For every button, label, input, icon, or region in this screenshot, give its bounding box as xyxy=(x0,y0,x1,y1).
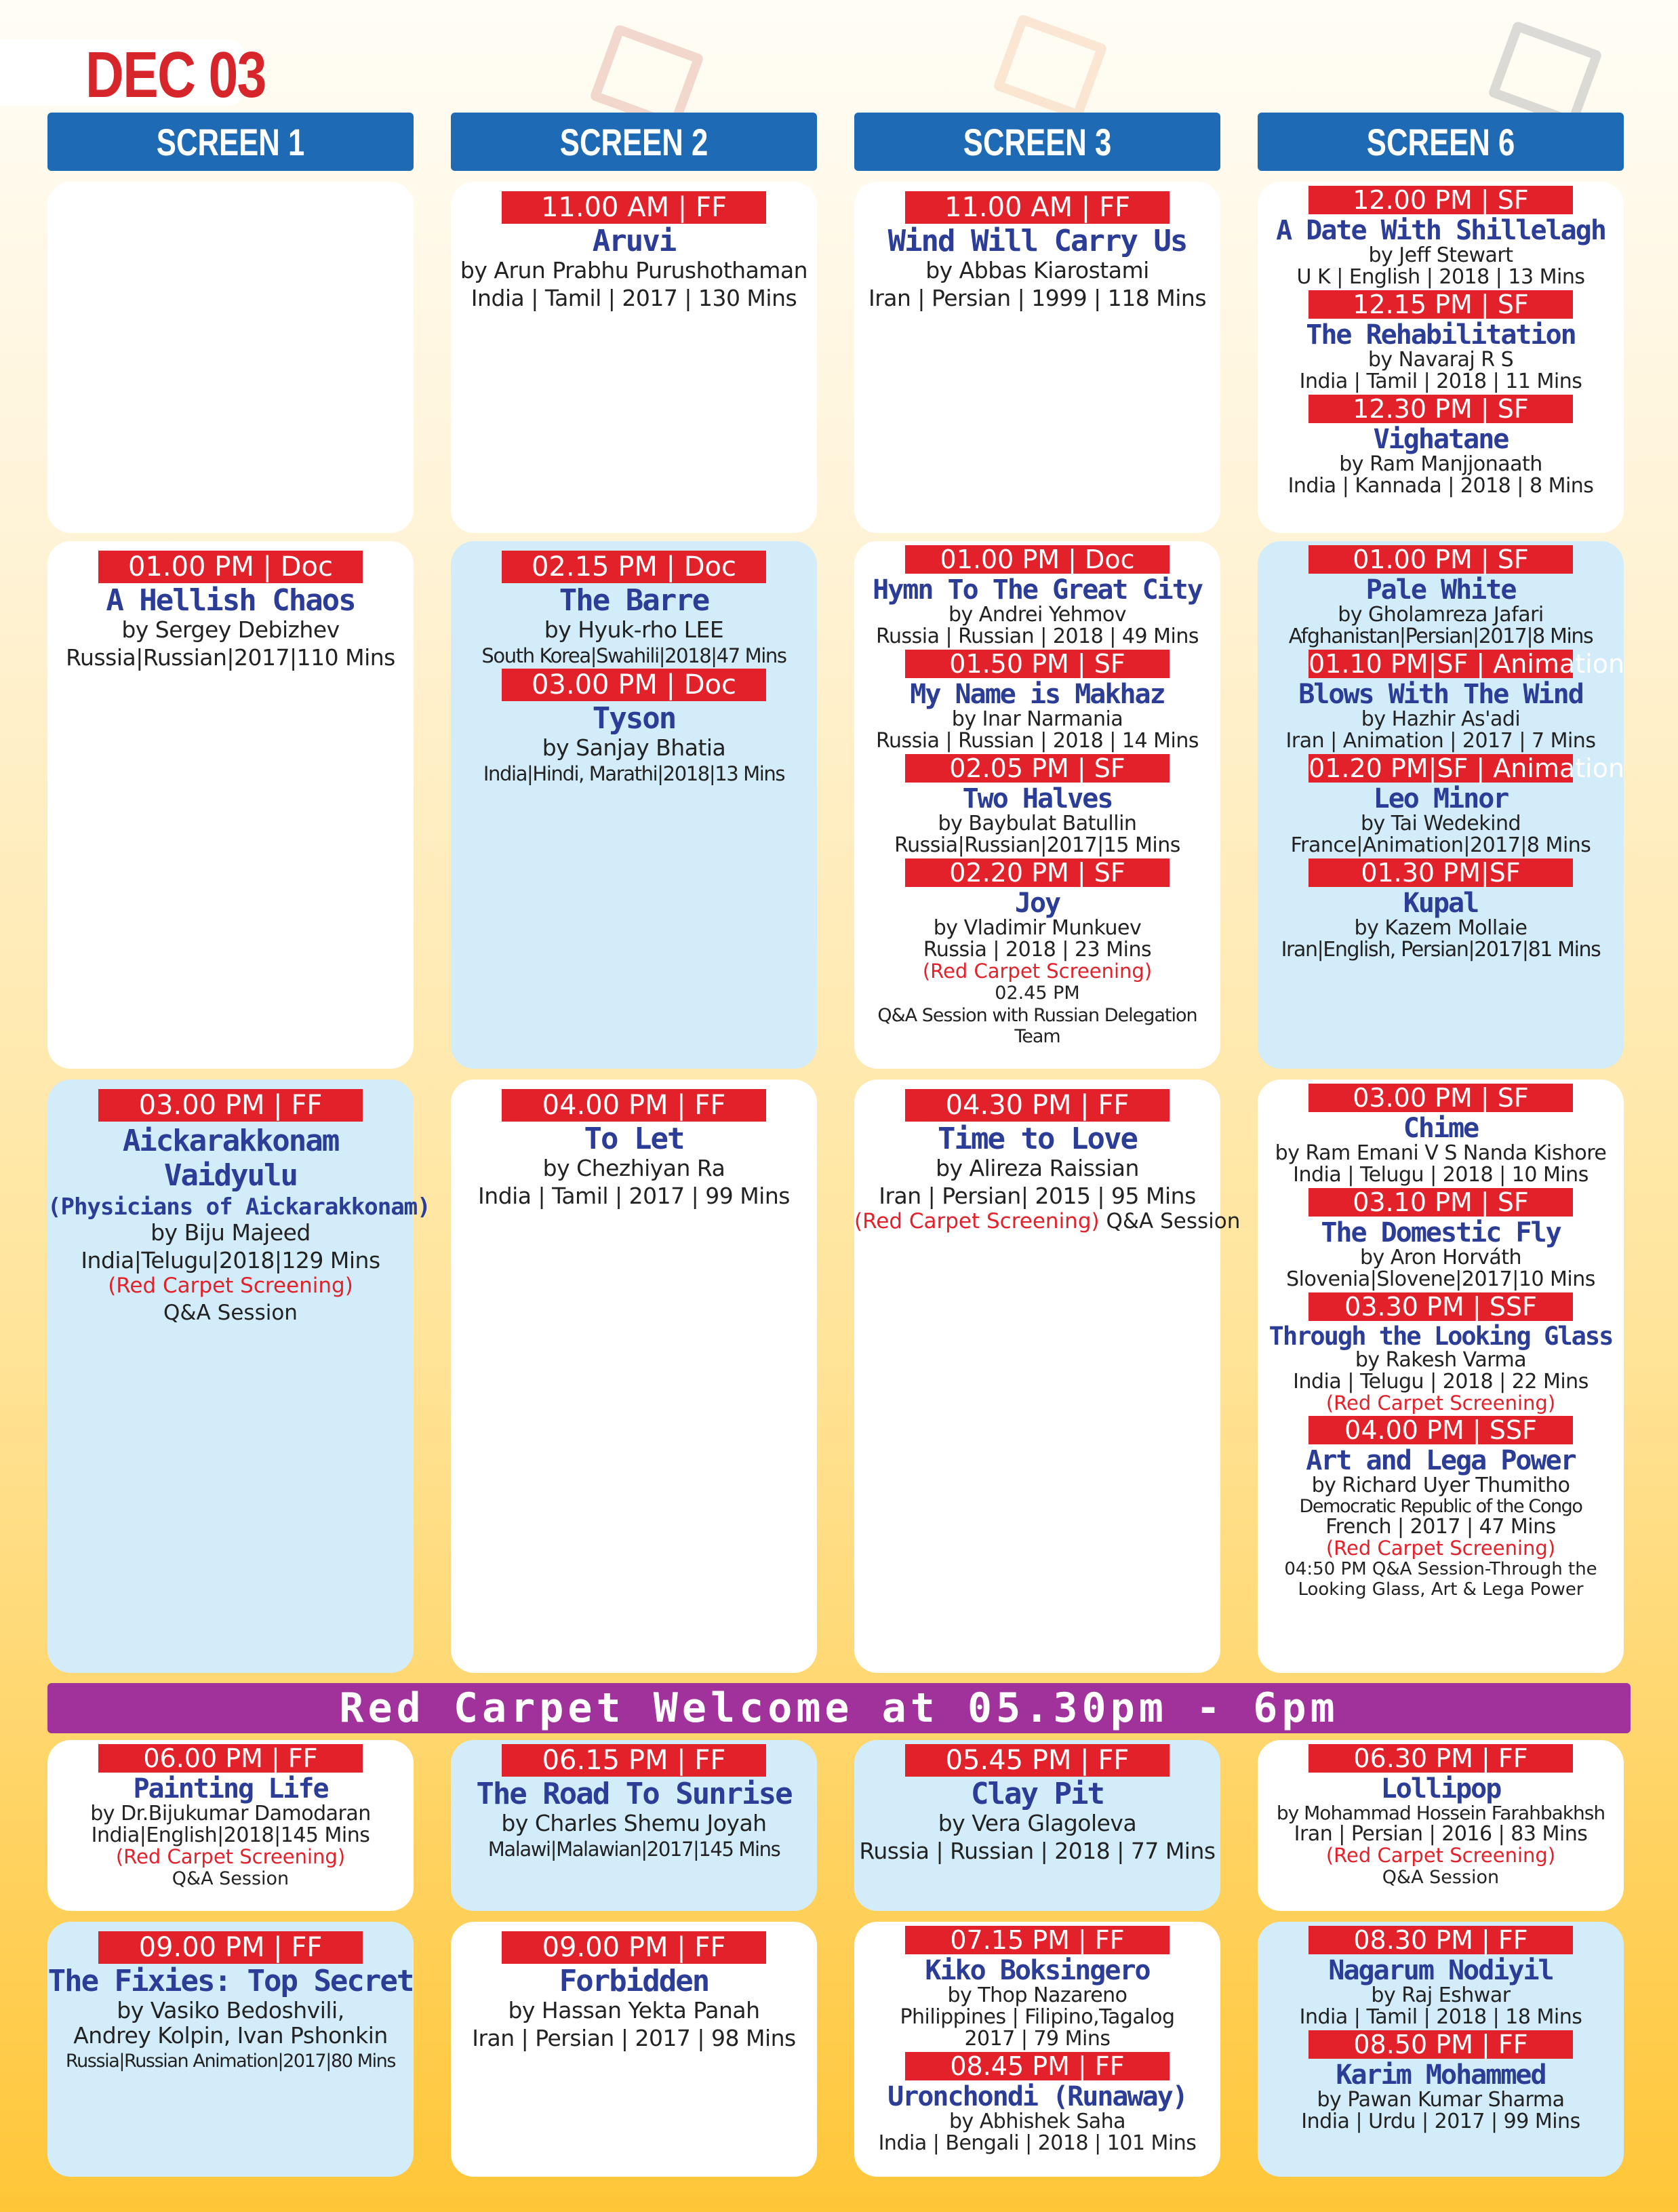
film-director: by Richard Uyer Thumitho xyxy=(1311,1474,1570,1497)
film-strip-icon xyxy=(993,14,1108,121)
film-entry xyxy=(854,542,1220,647)
schedule-cell-r4-screen-3 xyxy=(854,1740,1220,1911)
film-entry xyxy=(1258,1741,1624,1888)
film-director: by Navaraj R S xyxy=(1367,348,1514,372)
time-badge: 01.30 PM|SF xyxy=(1309,858,1573,887)
time-badge: 11.00 AM | FF xyxy=(502,191,766,224)
film-title: To Let xyxy=(584,1122,684,1156)
red-carpet-note: (Red Carpet Screening) xyxy=(1325,1391,1556,1415)
film-meta-line-2: French | 2017 | 47 Mins xyxy=(1325,1515,1556,1539)
red-carpet-label: (Red Carpet Screening) xyxy=(854,1209,1100,1233)
film-entry xyxy=(1258,751,1624,856)
film-director: by Inar Narmania xyxy=(951,707,1123,731)
screen-1-header: SCREEN 1 xyxy=(47,113,414,171)
schedule-cell-r2-screen-2 xyxy=(451,541,817,1069)
film-entry xyxy=(1258,1185,1624,1290)
qa-session-note: 04:50 PM Q&A Session-Through the Looking Glass, Art & Lega Power xyxy=(1284,1559,1597,1600)
film-director: by Thop Nazareno xyxy=(947,1983,1127,2007)
time-badge: 12.30 PM | SF xyxy=(1309,395,1573,423)
film-title: My Name is Makhaz xyxy=(910,679,1165,710)
time-badge: 01.20 PM|SF | Animation xyxy=(1309,753,1625,783)
film-entry xyxy=(1258,183,1624,288)
screen-3-header: SCREEN 3 xyxy=(854,113,1220,171)
qa-session-note: Q&A Session xyxy=(1382,1867,1500,1888)
film-title: Karim Mohammed xyxy=(1336,2059,1546,2091)
film-entry xyxy=(854,1741,1220,1862)
schedule-cell-r1-screen-3 xyxy=(854,182,1220,533)
film-entry xyxy=(854,189,1220,309)
film-entry xyxy=(47,1741,414,1889)
film-title: Leo Minor xyxy=(1373,783,1509,814)
film-title: The Fixies: Top Secret xyxy=(47,1964,414,1998)
red-carpet-note: (Red Carpet Screening) xyxy=(108,1273,353,1299)
film-meta: Russia | Russian | 2018 | 49 Mins xyxy=(876,625,1199,648)
film-meta: Malawi|Malawian|2017|145 Mins xyxy=(487,1838,780,1861)
film-meta: India | Tamil | 2018 | 11 Mins xyxy=(1299,370,1582,393)
film-meta: India|English|2018|145 Mins xyxy=(91,1823,370,1847)
schedule-cell-r4-screen-6 xyxy=(1258,1740,1624,1911)
schedule-cell-r1-screen-1 xyxy=(47,182,414,533)
time-badge: 09.00 PM | FF xyxy=(502,1931,766,1964)
schedule-cell-r5-screen-1 xyxy=(47,1922,414,2177)
film-director: by Mohammad Hossein Farahbakhsh xyxy=(1276,1802,1605,1824)
film-title: Lollipop xyxy=(1380,1773,1501,1804)
time-badge: 12.15 PM | SF xyxy=(1309,290,1573,319)
date-label: DEC 03 xyxy=(85,39,266,111)
film-meta: Philippines | Filipino,Tagalog xyxy=(900,2005,1175,2029)
film-title: Vighatane xyxy=(1373,424,1509,455)
film-entry xyxy=(854,856,1220,1047)
film-entry xyxy=(854,751,1220,856)
film-title: Chime xyxy=(1403,1113,1479,1144)
film-director: by Arun Prabhu Purushothaman xyxy=(460,257,808,283)
film-meta: Iran|English, Persian|2017|81 Mins xyxy=(1281,938,1601,962)
film-title: Through the Looking Glass xyxy=(1269,1322,1613,1351)
time-badge: 01.00 PM | Doc xyxy=(98,551,363,583)
schedule-cell-r4-screen-1 xyxy=(47,1740,414,1911)
film-entry xyxy=(47,1086,431,1326)
time-badge: 01.00 PM | Doc xyxy=(905,545,1170,574)
film-director: by Hyuk-rho LEE xyxy=(544,616,724,643)
film-meta: India | Urdu | 2017 | 99 Mins xyxy=(1301,2110,1580,2133)
film-director: by Ram Emani V S Nanda Kishore xyxy=(1275,1141,1607,1165)
time-badge: 07.15 PM | FF xyxy=(905,1926,1170,1954)
time-badge: 06.30 PM | FF xyxy=(1309,1744,1573,1773)
red-carpet-banner: Red Carpet Welcome at 05.30pm - 6pm xyxy=(47,1683,1631,1733)
time-badge: 11.00 AM | FF xyxy=(905,191,1170,224)
film-title: Aruvi xyxy=(592,224,676,258)
time-badge: 08.45 PM | FF xyxy=(905,2052,1170,2080)
red-carpet-note xyxy=(854,1209,1241,1233)
film-director: by Vasiko Bedoshvili, xyxy=(117,1997,344,2023)
film-meta: Russia | 2018 | 23 Mins xyxy=(923,938,1152,962)
time-badge: 05.45 PM | FF xyxy=(905,1744,1170,1777)
film-title: Aickarakkonam Vaidyulu xyxy=(122,1124,339,1193)
time-badge: 04.30 PM | FF xyxy=(905,1089,1170,1122)
film-meta: Russia | Russian | 2018 | 77 Mins xyxy=(859,1838,1216,1864)
time-badge: 03.30 PM | SSF xyxy=(1309,1292,1573,1321)
film-meta: India|Telugu|2018|129 Mins xyxy=(81,1247,380,1274)
film-title: The Road To Sunrise xyxy=(476,1777,792,1811)
film-title: Forbidden xyxy=(559,1964,709,1998)
film-meta: Russia | Russian | 2018 | 14 Mins xyxy=(876,729,1199,753)
film-meta: Iran | Persian | 2017 | 98 Mins xyxy=(472,2025,796,2051)
red-carpet-note: (Red Carpet Screening) xyxy=(1325,1537,1556,1560)
film-entry xyxy=(1258,542,1624,647)
film-entry xyxy=(1258,647,1624,751)
film-meta: France|Animation|2017|8 Mins xyxy=(1290,833,1591,857)
film-meta: Russia|Russian|2017|15 Mins xyxy=(894,833,1180,857)
film-entry xyxy=(854,1923,1220,2049)
schedule-cell-r3-screen-1 xyxy=(47,1080,431,1673)
film-meta: Democratic Republic of the Congo xyxy=(1299,1496,1582,1517)
qa-time: 02.45 PM xyxy=(995,983,1080,1004)
film-director: by Hassan Yekta Panah xyxy=(508,1997,760,2023)
film-meta: Afghanistan|Persian|2017|8 Mins xyxy=(1288,625,1593,648)
film-meta: India | Tamil | 2017 | 99 Mins xyxy=(478,1183,790,1209)
film-director: by Aron Horváth xyxy=(1359,1246,1522,1269)
schedule-cell-r5-screen-6 xyxy=(1258,1922,1624,2177)
schedule-cell-r2-screen-6 xyxy=(1258,541,1624,1069)
film-meta: India | Kannada | 2018 | 8 Mins xyxy=(1287,474,1594,498)
time-badge: 03.00 PM | Doc xyxy=(502,669,766,701)
film-title: Wind Will Carry Us xyxy=(887,224,1187,258)
film-meta: Iran | Animation | 2017 | 7 Mins xyxy=(1285,729,1596,753)
time-badge: 04.00 PM | SSF xyxy=(1309,1416,1573,1444)
film-entry xyxy=(1258,1413,1624,1600)
schedule-cell-r2-screen-3 xyxy=(854,541,1220,1069)
film-director: by Jeff Stewart xyxy=(1368,243,1513,267)
time-badge: 06.15 PM | FF xyxy=(502,1744,766,1777)
film-director: by Chezhiyan Ra xyxy=(542,1155,725,1181)
schedule-cell-r1-screen-6 xyxy=(1258,182,1624,533)
schedule-cell-r5-screen-2 xyxy=(451,1922,817,2177)
film-title: A Date With Shillelagh xyxy=(1276,215,1605,246)
film-title: The Domestic Fly xyxy=(1321,1217,1561,1248)
red-carpet-note: (Red Carpet Screening) xyxy=(115,1845,346,1868)
film-entry xyxy=(451,1086,817,1207)
film-director: by Dr.Bijukumar Damodaran xyxy=(90,1802,371,1825)
film-entry xyxy=(1258,392,1624,496)
schedule-cell-r1-screen-2 xyxy=(451,182,817,533)
time-badge: 03.00 PM | SF xyxy=(1309,1084,1573,1112)
film-director: by Raj Eshwar xyxy=(1371,1983,1511,2007)
film-entry xyxy=(451,548,817,666)
schedule-cell-r3-screen-6 xyxy=(1258,1080,1624,1673)
film-entry xyxy=(854,647,1220,751)
film-director: by Hazhir As'adi xyxy=(1361,707,1521,731)
time-badge: 02.05 PM | SF xyxy=(905,754,1170,783)
film-entry xyxy=(854,1086,1241,1233)
film-director: by Biju Majeed xyxy=(151,1219,311,1246)
film-director: by Alireza Raissian xyxy=(936,1155,1139,1181)
film-meta: India | Tamil | 2018 | 18 Mins xyxy=(1299,2005,1582,2029)
film-title: Hymn To The Great City xyxy=(873,574,1202,606)
film-director: by Abbas Kiarostami xyxy=(925,257,1149,283)
schedule-cell-r4-screen-2 xyxy=(451,1740,817,1911)
film-meta: Slovenia|Slovene|2017|10 Mins xyxy=(1286,1267,1595,1291)
film-director-line-2: Andrey Kolpin, Ivan Pshonkin xyxy=(73,2022,388,2049)
film-title: The Barre xyxy=(559,583,709,618)
red-carpet-note: (Red Carpet Screening) xyxy=(1325,1844,1556,1867)
time-badge: 06.00 PM | FF xyxy=(98,1744,363,1773)
film-entry xyxy=(451,189,817,309)
time-badge: 03.10 PM | SF xyxy=(1309,1188,1573,1217)
film-meta: U K | English | 2018 | 13 Mins xyxy=(1296,265,1585,289)
film-director: by Sergey Debizhev xyxy=(121,616,340,643)
time-badge: 01.10 PM|SF | Animation xyxy=(1309,649,1625,679)
red-carpet-note: (Red Carpet Screening) xyxy=(922,960,1153,983)
film-meta: Iran | Persian | 2016 | 83 Mins xyxy=(1294,1822,1588,1846)
film-title: Time to Love xyxy=(938,1122,1137,1156)
film-entry xyxy=(1258,1290,1624,1413)
film-entry xyxy=(1258,2028,1624,2132)
film-director: by Ram Manjjonaath xyxy=(1339,452,1542,476)
time-badge: 12.00 PM | SF xyxy=(1309,186,1573,214)
film-title: Kupal xyxy=(1403,888,1479,919)
time-badge: 01.50 PM | SF xyxy=(905,650,1170,678)
time-badge: 04.00 PM | FF xyxy=(502,1089,766,1122)
film-meta: India | Bengali | 2018 | 101 Mins xyxy=(878,2131,1197,2155)
time-badge: 01.00 PM | SF xyxy=(1309,545,1573,574)
film-entry xyxy=(854,2049,1220,2154)
film-meta: Iran | Persian | 1999 | 118 Mins xyxy=(868,285,1207,311)
qa-session-note: Q&A Session xyxy=(163,1301,298,1326)
film-meta: India|Hindi, Marathi|2018|13 Mins xyxy=(483,762,785,785)
film-entry xyxy=(451,1929,817,2049)
film-director: by Baybulat Batullin xyxy=(938,812,1137,835)
time-badge: 08.50 PM | FF xyxy=(1309,2030,1573,2059)
film-meta: Iran | Persian| 2015 | 95 Mins xyxy=(879,1183,1196,1209)
schedule-cell-r3-screen-2 xyxy=(451,1080,817,1673)
time-badge: 02.20 PM | SF xyxy=(905,858,1170,887)
film-title: Tyson xyxy=(592,701,676,736)
film-meta: South Korea|Swahili|2018|47 Mins xyxy=(481,644,786,667)
film-director: by Andrei Yehmov xyxy=(948,603,1127,627)
qa-session-note: Q&A Session with Russian Delegation Team xyxy=(877,1005,1197,1048)
film-title: Art and Lega Power xyxy=(1306,1445,1576,1476)
qa-session-note: Q&A Session xyxy=(1099,1209,1241,1233)
film-entry xyxy=(47,548,414,669)
film-director: by Sanjay Bhatia xyxy=(542,734,726,761)
film-entry xyxy=(451,1741,817,1859)
film-entry xyxy=(451,666,817,784)
film-entry xyxy=(1258,288,1624,392)
film-meta: Russia|Russian|2017|110 Mins xyxy=(66,644,395,671)
film-title: A Hellish Chaos xyxy=(106,583,355,618)
film-title: Blows With The Wind xyxy=(1298,679,1583,710)
film-title: Uronchondi (Runaway) xyxy=(887,2081,1187,2112)
film-director: by Pawan Kumar Sharma xyxy=(1317,2088,1565,2112)
film-meta: India | Tamil | 2017 | 130 Mins xyxy=(471,285,797,311)
qa-session-note: Q&A Session xyxy=(172,1868,289,1889)
schedule-cell-r5-screen-3 xyxy=(854,1922,1220,2177)
film-meta-line-2: 2017 | 79 Mins xyxy=(964,2027,1111,2051)
schedule-cell-r2-screen-1 xyxy=(47,541,414,1069)
film-subtitle: (Physicians of Aickarakkonam) xyxy=(47,1193,431,1221)
film-director: by Vladimir Munkuev xyxy=(933,916,1142,940)
film-title: Clay Pit xyxy=(971,1777,1104,1811)
film-director: by Charles Shemu Joyah xyxy=(501,1810,767,1836)
film-entry xyxy=(47,1929,414,2070)
film-strip-icon xyxy=(1487,20,1603,127)
film-title: Two Halves xyxy=(962,783,1113,814)
film-title: Kiko Boksingero xyxy=(925,1955,1150,1986)
screen-6-header: SCREEN 6 xyxy=(1258,113,1624,171)
film-entry xyxy=(1258,1923,1624,2028)
film-meta: India | Telugu | 2018 | 10 Mins xyxy=(1293,1163,1589,1187)
film-title: Joy xyxy=(1014,888,1060,919)
film-meta: Russia|Russian Animation|2017|80 Mins xyxy=(65,2051,396,2072)
film-entry xyxy=(1258,1081,1624,1185)
screen-2-header: SCREEN 2 xyxy=(451,113,817,171)
film-title: Pale White xyxy=(1365,574,1516,606)
time-badge: 09.00 PM | FF xyxy=(98,1931,363,1964)
schedule-cell-r3-screen-3 xyxy=(854,1080,1241,1673)
film-entry xyxy=(1258,856,1624,960)
time-badge: 08.30 PM | FF xyxy=(1309,1926,1573,1954)
film-director: by Rakesh Varma xyxy=(1355,1348,1527,1372)
time-badge: 02.15 PM | Doc xyxy=(502,551,766,583)
film-meta: India | Telugu | 2018 | 22 Mins xyxy=(1293,1370,1589,1394)
film-title: The Rehabilitation xyxy=(1306,319,1576,351)
film-title: Nagarum Nodiyil xyxy=(1328,1955,1553,1986)
film-director: by Abhishek Saha xyxy=(948,2110,1126,2133)
film-director: by Tai Wedekind xyxy=(1360,812,1521,835)
film-director: by Kazem Mollaie xyxy=(1354,916,1527,940)
time-badge: 03.00 PM | FF xyxy=(98,1089,363,1122)
film-title: Painting Life xyxy=(133,1773,328,1804)
film-director: by Vera Glagoleva xyxy=(938,1810,1137,1836)
film-director: by Gholamreza Jafari xyxy=(1338,603,1544,627)
